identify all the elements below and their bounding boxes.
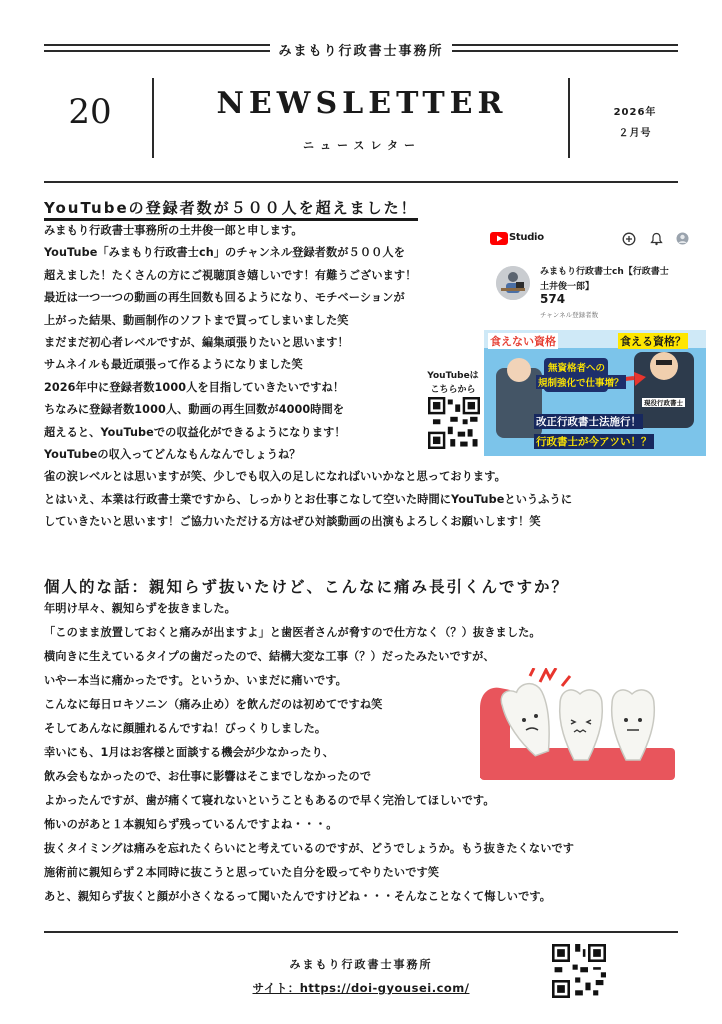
- section2-line: 施術前に親知らず２本同時に抜こうと思っていた自分を殴ってやりたいです笑: [44, 866, 440, 879]
- section2-heading: 個人的な話：親知らず抜いたけど、こんなに痛み長引くんですか？: [44, 578, 570, 596]
- youtube-qr-code[interactable]: [428, 397, 480, 449]
- section1-heading-text: YouTubeの登録者数が５００人を超えました！: [44, 199, 418, 221]
- plus-icon[interactable]: [622, 232, 636, 246]
- bell-icon[interactable]: [650, 232, 663, 246]
- section1-line: 雀の涙レベルとは思いますが笑、少しでも収入の足しになればいいかなと思っております。: [44, 470, 506, 484]
- issue-month: ２月号: [618, 128, 652, 139]
- thumb-middle-line1: 無資格者への: [548, 363, 606, 374]
- thumb-text-right: 食える資格？: [620, 335, 686, 348]
- subscriber-count-label: チャンネル登録者数: [540, 311, 599, 319]
- section2-line: 抜くタイミングは痛みを忘れたくらいにと考えているのですが、どうでしょうか。もう抜きたくないです: [44, 842, 575, 855]
- thumb-text-left: 食えない資格: [490, 335, 556, 348]
- subscriber-count: 574: [540, 292, 566, 306]
- section2-line: 年明け早々、親知らずを抜きました。: [44, 602, 236, 615]
- section2-line: あと、親知らず抜くと顔が小さくなるって聞いたんですけどね・・・そんなことなくて悔しいです。: [44, 890, 552, 903]
- section2-line: 幸いにも、1月はお客様と面談する機会が少なかったり、: [44, 746, 335, 759]
- youtube-play-icon: [490, 232, 508, 245]
- channel-avatar: [496, 266, 530, 300]
- qr-label-line1: YouTubeは: [427, 371, 479, 381]
- thumb-bottom-line2: 行政書士が今アツい！？: [536, 436, 652, 448]
- section1-heading: [44, 197, 418, 218]
- section2-line: 怖いのがあと１本親知らず残っているんですよね・・・。: [44, 818, 338, 831]
- section2-line: こんなに毎日ロキソニン（痛み止め）を飲んだのは初めてですね笑: [44, 698, 383, 711]
- section1-line: まだまだ初心者レベルですが、編集頑張りたいと思います！: [44, 335, 349, 349]
- footer-site-link[interactable]: サイト：https://doi-gyousei.com/: [252, 981, 470, 995]
- section1-line: サムネイルも最近頑張って作るようになりました笑: [44, 358, 303, 372]
- wisdom-tooth-illustration: [470, 668, 680, 790]
- section2-line: 「このまま放置しておくと痛みが出ますよ」と歯医者さんが脅すので仕方なく（？）抜きました。: [44, 626, 541, 639]
- channel-avatar-illustration: [496, 266, 530, 300]
- video-thumbnail: [484, 330, 706, 456]
- section1-line: YouTube「みまもり行政書士ch」のチャンネル登録者数が５００人を: [44, 246, 405, 260]
- thumb-badge: 現役行政書士: [644, 399, 683, 407]
- avatar-icon[interactable]: [676, 232, 689, 245]
- footer-qr-code[interactable]: [552, 944, 606, 998]
- section1-line: みまもり行政書士事務所の土井俊一郎と申します。: [44, 224, 303, 237]
- youtube-studio-label: Studio: [509, 232, 544, 243]
- section1-line: 超えると、YouTubeでの収益化ができるようになります！: [44, 425, 346, 439]
- masthead-divider-right: [568, 78, 570, 158]
- section1-line: 最近は一つ一つの動画の再生回数も回るようになり、モチベーションが: [44, 291, 405, 305]
- channel-name-line1: みまもり行政書士ch【行政書士: [540, 267, 669, 277]
- footer-office-name: みまもり行政書士事務所: [289, 958, 433, 971]
- office-name-header: みまもり行政書士事務所: [278, 44, 444, 59]
- section2-line: 横向きに生えているタイプの歯だったので、結構大変な工事（？）だったみたいですが、: [44, 650, 495, 663]
- newsletter-title: NEWSLETTER: [216, 86, 508, 121]
- section1-line: とはいえ、本業は行政書士業ですから、しっかりとお仕事こなして空いた時間にYouTubeというふうに: [44, 492, 573, 506]
- masthead-bottom-rule: [44, 181, 678, 183]
- masthead-divider-left: [152, 78, 154, 158]
- section2-line: 飲み会もなかったので、お仕事に影響はそこまでしなかったので: [44, 770, 372, 783]
- qr-label-line2: こちらから: [430, 385, 476, 395]
- issue-number: 20: [68, 92, 112, 132]
- section1-line: 上がった結果、動画制作のソフトまで買ってしまいました笑: [44, 313, 349, 327]
- thumb-bottom-line1: 改正行政書士法施行！: [536, 416, 641, 428]
- section1-line: YouTubeの収入ってどんなもんなんでしょうね？: [44, 447, 301, 461]
- section1-line: 超えました！たくさんの方にご視聴頂き嬉しいです！有難うございます！: [44, 268, 417, 282]
- section1-line: していきたいと思います！ご協力いただける方はぜひ対談動画の出演もよろしくお願いします！笑: [44, 515, 541, 529]
- section2-line: いやー本当に痛かったです。というか、いまだに痛いです。: [44, 674, 347, 687]
- section1-line: 2026年中に登録者数1000人を目指していきたいですね！: [44, 380, 345, 394]
- newsletter-subtitle: ニュースレター: [302, 139, 421, 152]
- section1-line: ちなみに登録者数1000人、動画の再生回数が4000時間を: [44, 403, 345, 417]
- issue-year: 2026年: [613, 107, 657, 118]
- section2-line: よかったんですが、歯が痛くて寝れないということもあるので早く完治してほしいです。: [44, 794, 495, 807]
- section2-line: そしてあんなに顔腫れるんですね！びっくりしました。: [44, 722, 327, 735]
- channel-name-line2: 土井俊一郎】: [540, 282, 595, 292]
- thumb-middle-line2: 規制強化で仕事増？: [536, 375, 626, 389]
- footer-top-rule: [44, 931, 678, 933]
